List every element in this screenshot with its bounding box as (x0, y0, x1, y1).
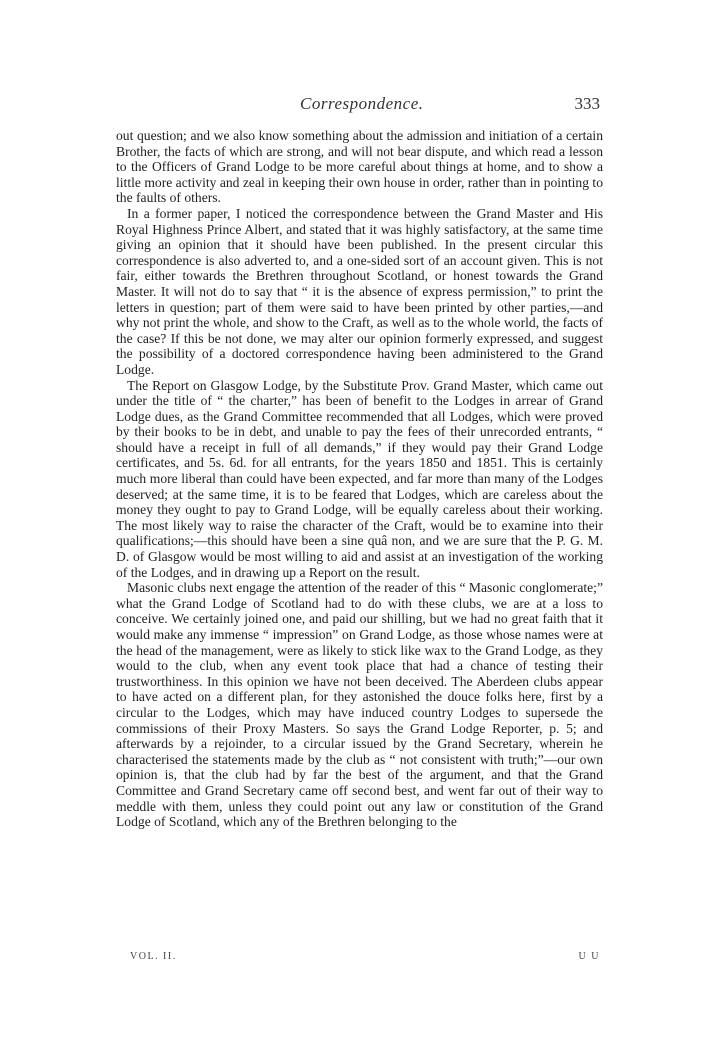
page-number: 333 (574, 94, 600, 113)
volume-label: VOL. II. (130, 951, 177, 962)
page-header (0, 94, 716, 122)
body-text (116, 128, 603, 830)
running-title: Correspondence. (300, 94, 424, 113)
signature-mark: U U (578, 951, 600, 962)
paragraph: The Report on Glasgow Lodge, by the Substitute Prov. Grand Master, which came out under the title of “ the charter,” has been of benefit to the Lodges in arrear of Grand Lodge dues, as the Grand Committee recommended that all Lodges, which were proved by their books to be in debt, and unable to pay the fees of their unrecorded entrants, “ should have a receipt in full of all demands,” if they would pay their Grand Lodge certificates, and 5s. 6d. for all entrants, for the years 1850 and 1851. This is certainly much more liberal than could have been expected, and far more than many of the Lodges deserved; at the same time, it is to be feared that Lodges, which are careless about the money they ought to pay to Grand Lodge, will be equally careless about their working. The most likely way to raise the character of the Craft, would be to examine into their qualifications;—this should have been a sine quâ non, and we are sure that the P. G. M. D. of Glasgow would be most willing to aid and assist at an investigation of the working of the Lodges, and in drawing up a Report on the result. (116, 377, 603, 580)
paragraph: out question; and we also know something about the admission and initiation of a certain Brother, the facts of which are strong, and will not bear dispute, and which read a lesson to the Officers of Grand Lodge to be more careful about things at home, and to show a little more activity and zeal in keeping their own house in order, rather than in pointing to the faults of others. (116, 128, 603, 206)
page-footer (130, 951, 600, 962)
paragraph: In a former paper, I noticed the correspondence between the Grand Master and His Royal Highness Prince Albert, and stated that it was highly satisfactory, at the same time giving an opinion that it should have been published. In the present circular this correspondence is also adverted to, and a one-sided sort of an account given. This is not fair, either towards the Brethren throughout Scotland, or honest towards the Grand Master. It will not do to say that “ it is the absence of express permission,” to print the letters in question; part of them were said to have been printed by other parties,—and why not print the whole, and show to the Craft, as well as to the whole world, the facts of the case? If this be not done, we may alter our opinion formerly expressed, and suggest the possibility of a doctored correspondence having been administered to the Grand Lodge. (116, 205, 603, 377)
paragraph: Masonic clubs next engage the attention of the reader of this “ Masonic conglomerate;” what the Grand Lodge of Scotland had to do with these clubs, we are at a loss to conceive. We certainly joined one, and paid our shilling, but we had no great faith that it would make any immense “ impression” on Grand Lodge, as those whose names were at the head of the management, were as likely to stick like wax to the Grand Lodge, as they would to the club, when any event took place that had a chance of testing their trustworthiness. In this opinion we have not been deceived. The Aberdeen clubs appear to have acted on a different plan, for they astonished the douce folks here, first by a circular to the Lodges, which may have induced country Lodges to supersede the commissions of their Proxy Masters. So says the Grand Lodge Reporter, p. 5; and afterwards by a rejoinder, to a circular issued by the Grand Secretary, wherein he characterised the statements made by the club as “ not consistent with truth;”—our own opinion is, that the club had by far the best of the argument, and that the Grand Committee and Grand Secretary came off second best, and went far out of their way to meddle with them, unless they could point out any law or constitution of the Grand Lodge of Scotland, which any of the Brethren belonging to the (116, 580, 603, 830)
